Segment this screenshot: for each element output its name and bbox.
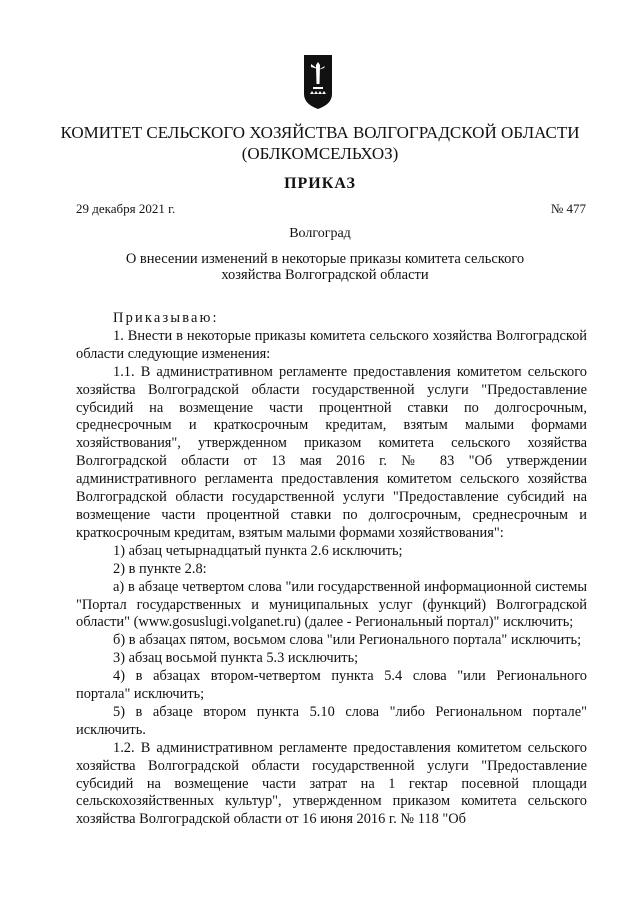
organization-name: КОМИТЕТ СЕЛЬСКОГО ХОЗЯЙСТВА ВОЛГОГРАДСКОЙ ОБЛАСТИ [60,123,580,142]
paragraph-item-4: 4) в абзацах втором-четвертом пункта 5.4 слова "или Регионального портала" исключить; [76,668,587,703]
paragraph-order-intro: Приказываю: [113,310,219,326]
document-body [76,310,587,829]
paragraph-item-1: 1) абзац четырнадцатый пункта 2.6 исключить; [113,542,403,559]
paragraph-item-2a: а) в абзаце четвертом слова "или государственной информационной системы "Портал государственных и муниципальных услуг (функций) Волгоградской области" (www.gosuslugi.volganet.ru) (далее - Региональный портал)" исключить; [76,578,587,631]
document-date: 29 декабря 2021 г. [76,201,176,216]
paragraph-item-2: 2) в пункте 2.8: [113,560,207,577]
document-type-title: ПРИКАЗ [284,175,356,192]
paragraph-1-1: 1.1. В административном регламенте предоставления комитетом сельского хозяйства Волгоградской области государственной услуги "Предоставление субсидий на возмещение части процентной ставки по долгосрочным, среднесрочным и краткосрочным кредитам, взятым малыми формами хозяйствования", утвержденном приказом комитета сельского хозяйства Волгоградской области от 13 мая 2016 г. № 83 "Об утверждении административного регламента предоставления комитетом сельского хозяйства Волгоградской области государственной услуги "Предоставление субсидий на возмещение части процентной ставки по долгосрочным, среднесрочным и краткосрочным кредитам, взятым малыми формами хозяйствования": [76,363,587,541]
paragraph-1-2: 1.2. В административном регламенте предоставления комитетом сельского хозяйства Волгоградской области государственной услуги "Предоставление субсидий на возмещение части затрат на 1 гектар посевной площади сельскохозяйственных культур", утвержденном приказом комитета сельского хозяйства Волгоградской области от 16 июня 2016 г. № 118 "Об [76,739,587,828]
paragraph-item-5: 5) в абзаце втором пункта 5.10 слова "либо Региональном портале" исключить. [76,703,587,738]
document-number: № 477 [550,201,586,216]
paragraph-item-2b: б) в абзацах пятом, восьмом слова "или Регионального портала" исключить; [113,632,582,649]
document-city: Волгоград [289,226,351,241]
coat-of-arms-emblem [303,54,333,110]
paragraph-1: 1. Внести в некоторые приказы комитета сельского хозяйства Волгоградской области следующие изменения: [76,327,587,362]
paragraph-item-3: 3) абзац восьмой пункта 5.3 исключить; [113,650,359,667]
organization-abbreviation: (ОБЛКОМСЕЛЬХОЗ) [241,144,399,163]
document-subject: О внесении изменений в некоторые приказы комитета сельского хозяйства Волгоградской области [125,251,525,283]
